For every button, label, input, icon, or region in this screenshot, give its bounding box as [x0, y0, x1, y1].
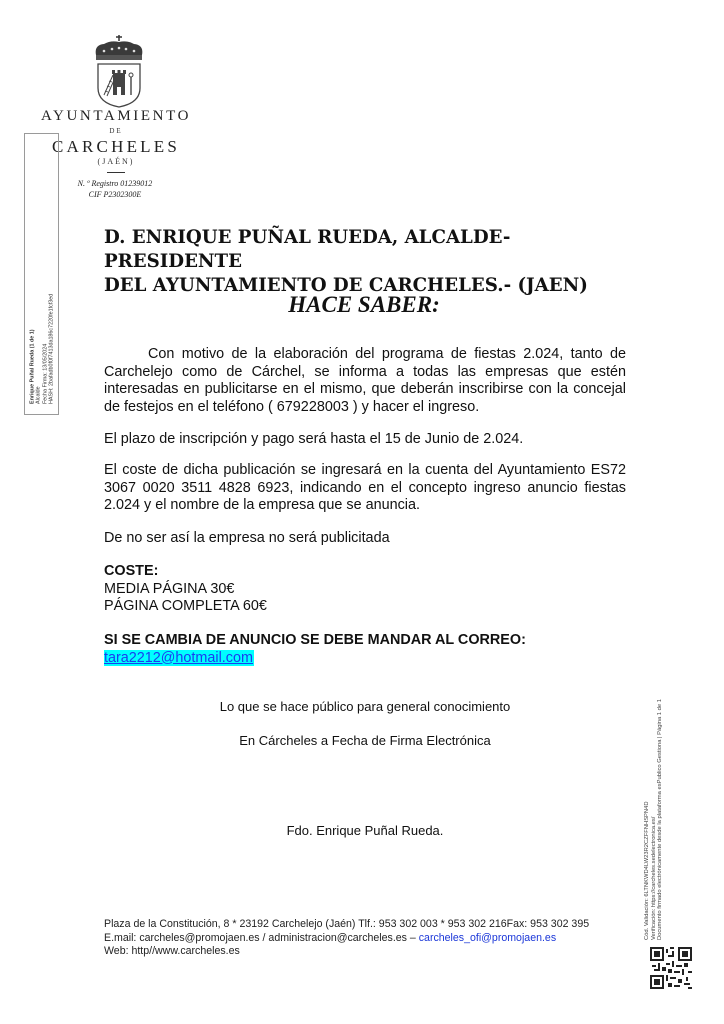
paragraph-2: El plazo de inscripción y pago será hasta el 15 de Junio de 2.024. [104, 431, 524, 447]
paragraph-4: De no ser así la empresa no será publicitada [104, 530, 390, 546]
letterhead-divider [107, 172, 125, 173]
validation-platform: Documento firmado electrónicamente desde la plataforma esPublico Gestiona | Página 1 de 1 [657, 699, 664, 940]
stamp-signer: Enrique Puñal Rueda (1 de 1) [28, 329, 35, 404]
coat-of-arms-icon [84, 33, 154, 108]
footer-web: Web: http//www.carcheles.es [104, 945, 240, 958]
qr-code-icon [650, 947, 692, 989]
cost-item-full-page: PÁGINA COMPLETA 60€ [104, 598, 267, 615]
cost-item-half-page: MEDIA PÁGINA 30€ [104, 580, 235, 597]
footer-email-link[interactable]: carcheles_ofi@promojaen.es [418, 931, 557, 944]
paragraph-3: El coste de dicha publicación se ingresará en la cuenta del Ayuntamiento ES72 3067 0020 3511 4828 6923, indicando en el concepto ingreso anuncio fiestas 2.024 y el nombre de la empresa que se anuncia. [104, 462, 626, 514]
title-line-1: D. ENRIQUE PUÑAL RUEDA, ALCALDE-PRESIDENTE [104, 227, 511, 272]
footer-address: Plaza de la Constitución, 8 * 23192 Carchelejo (Jaén) Tlf.: 953 302 003 * 953 302 216Fax: 953 302 395 [104, 918, 590, 930]
validation-code: Cód. Validación: 6LTNKWD4LW23R2CZFFNHSPN4D [644, 801, 650, 940]
institution-preposition: DE [109, 127, 123, 135]
place-date: En Cárcheles a Fecha de Firma Electrónica [239, 733, 491, 748]
contact-email-link[interactable]: tara2212@hotmail.com [104, 649, 253, 666]
public-notice: Lo que se hace público para general conocimiento [219, 699, 511, 714]
change-notice: SI SE CAMBIA DE ANUNCIO SE DEBE MANDAR AL CORREO: [104, 632, 526, 648]
validation-url: Verificación: https://carcheles.sedelectronica.es/ [650, 816, 657, 940]
announcement-heading: HACE SABER: [288, 292, 440, 317]
province-name: (JAÉN) [97, 157, 135, 166]
cif-number: CIF P2302300E [88, 190, 142, 199]
footer-email-list: E.mail: carcheles@promojaen.es / administracion@carcheles.es – [104, 931, 419, 944]
signature-stamp-text [29, 144, 54, 404]
paragraph-1: Con motivo de la elaboración del programa de fiestas 2.024, tanto de Carchelejo como de Cárchel, se informa a todas las empresas que estén interesadas en publicitarse en el mismo, que deberán inscribirse con la concejal de festejos en el teléfono ( 679228003 ) y hacer el ingreso. [104, 346, 626, 415]
document-title [104, 226, 624, 298]
registry-block [40, 178, 190, 200]
footer [104, 918, 624, 959]
signed-by: Fdo. Enrique Puñal Rueda. [286, 823, 444, 838]
validation-text [644, 640, 664, 940]
change-notice-section [104, 632, 626, 667]
cost-section [104, 563, 626, 616]
city-name: CARCHELES [52, 137, 180, 156]
stamp-date: Fecha Firma: 13/05/2024 [41, 343, 48, 404]
cost-heading: COSTE: [104, 563, 159, 579]
institution-name: AYUNTAMIENTO [41, 108, 191, 124]
signature-stamp [24, 133, 59, 415]
title-line-2: DEL AYUNTAMIENTO DE CARCHELES.- (JAEN) [104, 275, 588, 296]
stamp-role: Alcalde [35, 386, 42, 404]
registry-number: N. º Registro 01239012 [77, 179, 153, 188]
footer-emails [104, 932, 624, 946]
stamp-hash: HASH: 2bafadb0f0f7413da186c7220fe1fcf3ed [47, 293, 54, 404]
